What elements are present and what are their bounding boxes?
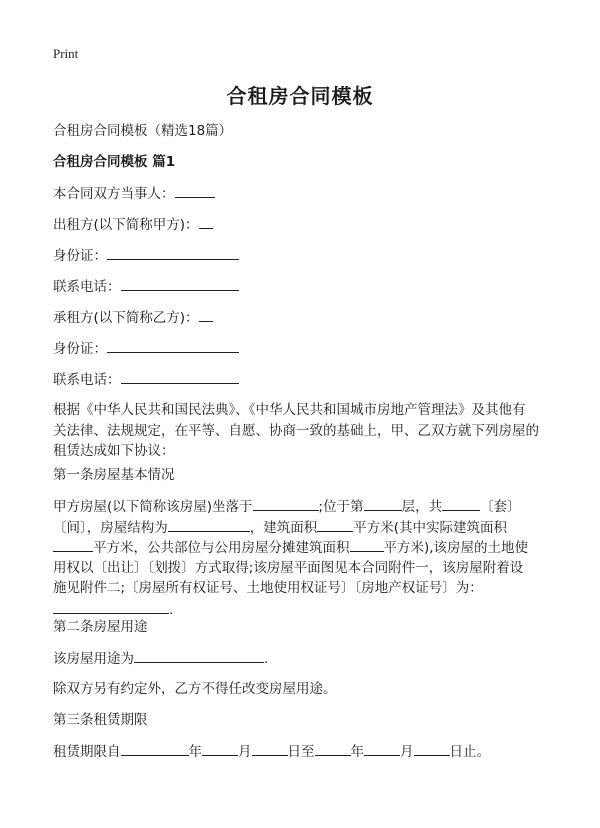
blank	[253, 496, 319, 511]
blank	[364, 741, 400, 756]
blank	[350, 537, 384, 552]
intro-line: 租赁达成如下协议：	[53, 443, 175, 459]
lessee-label: 承租方(以下简称乙方)：	[53, 310, 199, 326]
article1-line: .	[53, 599, 553, 620]
lessee-phone-line	[53, 369, 239, 390]
intro-line: 关法律、法规规定，在平等、自愿、协商一致的基础上，甲、乙双方就下列房屋的	[53, 422, 539, 439]
both-parties-label: 本合同双方当事人：	[53, 186, 175, 202]
article1-line: 甲方房屋(以下简称该房屋)坐落于 ;位于第 层，共 〔套〕	[53, 496, 553, 517]
purpose-label: 该房屋用途为	[53, 651, 134, 667]
intro-paragraph	[53, 400, 553, 462]
blank	[121, 741, 189, 756]
intro-line: 根据《中华人民共和国民法典》、《中华人民共和国城市房地产管理法》及其他有	[53, 402, 526, 418]
article1-line: 用权以〔出让〕〔划拨〕方式取得;该房屋平面图见本合同附件一，该房屋附着设	[53, 559, 524, 576]
blank	[53, 599, 169, 614]
article1-line: 〔间〕，房屋结构为 ，建筑面积 平方米(其中实际建筑面积	[53, 517, 553, 538]
restriction-line: 除双方另有约定外，乙方不得任改变房屋用途。	[53, 681, 337, 697]
article1-line: 平方米，公共部位与公用房屋分摊建筑面积 平方米),该房屋的土地使	[53, 537, 553, 558]
document-subtitle: 合租房合同模板（精选18篇）	[53, 123, 233, 139]
lessee-phone-label: 联系电话：	[53, 372, 121, 388]
article2-heading: 第二条房屋用途	[53, 619, 148, 635]
lessor-id-label: 身份证：	[53, 248, 107, 264]
blank	[199, 214, 213, 229]
article1-paragraph	[53, 496, 553, 619]
blank	[252, 741, 288, 756]
lessor-label: 出租方(以下简称甲方)：	[53, 217, 199, 233]
blank	[107, 338, 239, 353]
purpose-line: 该房屋用途为 .	[53, 648, 268, 669]
lessee-id-line	[53, 338, 239, 359]
lessee-id-label: 身份证：	[53, 341, 107, 357]
blank	[121, 276, 239, 291]
article3-heading: 第三条租赁期限	[53, 712, 148, 728]
term-line: 租赁期限自 年 月 日至 年 月 日止。	[53, 741, 490, 762]
blank	[364, 496, 402, 511]
blank	[442, 496, 480, 511]
lessee-line	[53, 307, 213, 328]
blank	[202, 741, 238, 756]
both-parties-line	[53, 183, 215, 204]
blank	[107, 245, 239, 260]
article1-heading: 第一条房屋基本情况	[53, 467, 175, 483]
print-link[interactable]: Print	[53, 46, 79, 61]
lessor-id-line	[53, 245, 239, 266]
blank	[414, 741, 450, 756]
lessor-line	[53, 214, 213, 235]
blank	[134, 648, 264, 663]
section-heading: 合租房合同模板 篇1	[53, 154, 176, 170]
lessor-phone-line	[53, 276, 239, 297]
blank	[121, 369, 239, 384]
document-title: 合租房合同模板	[226, 84, 374, 108]
lessor-phone-label: 联系电话：	[53, 279, 121, 295]
blank	[199, 307, 213, 322]
blank	[168, 517, 250, 532]
blank	[317, 517, 353, 532]
blank	[53, 537, 93, 552]
blank	[175, 183, 215, 198]
article1-line: 施见附件二;〔房屋所有权证号、土地使用权证号〕〔房地产权证号〕为：	[53, 580, 483, 596]
blank	[315, 741, 351, 756]
